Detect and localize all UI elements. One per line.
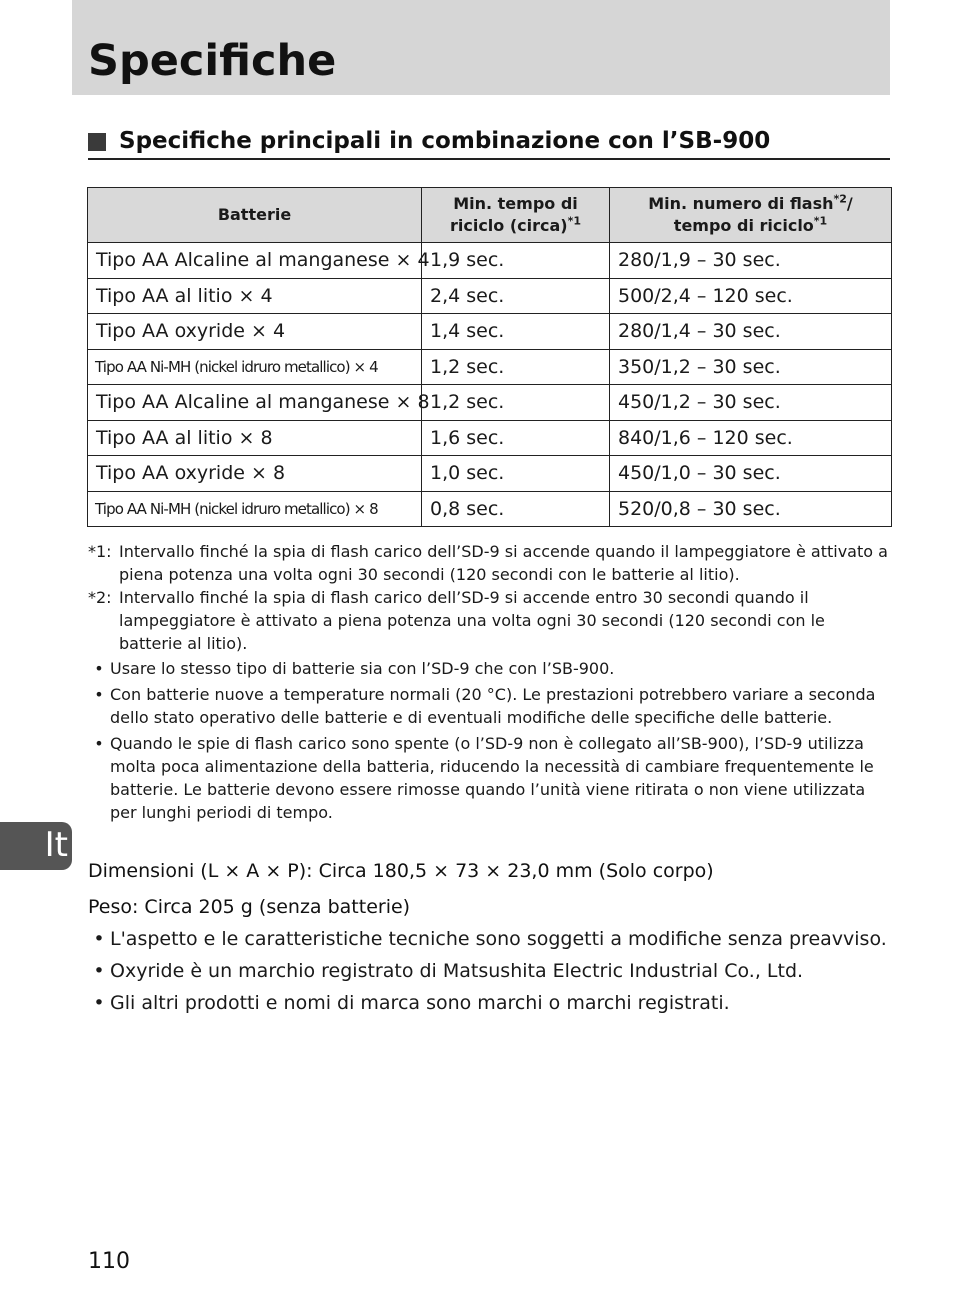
footnote-text: Intervallo finché la spia di flash carico dell’SD-9 si accende entro 30 secondi quando il lampeggiatore è attivato a piena potenza una volta ogni 30 secondi (120 secondi con le batterie al litio).	[119, 588, 825, 653]
legal-note-text: Gli altri prodotti e nomi di marca sono marchi o marchi registrati.	[110, 992, 730, 1014]
header-batterie: Batterie	[88, 188, 422, 243]
note-text: Con batterie nuove a temperature normali (20 °C). Le prestazioni potrebbero variare a seconda dello stato operativo delle batterie e di eventuali modifiche delle specifiche delle batterie.	[110, 685, 876, 727]
square-bullet-icon	[88, 133, 106, 151]
flashes-cell: 280/1,4 – 30 sec.	[610, 314, 892, 350]
time-cell: 1,9 sec.	[422, 243, 610, 279]
footnote-text: Intervallo finché la spia di flash carico dell’SD-9 si accende quando il lampeggiatore è attivato a piena potenza una volta ogni 30 secondi (120 secondi con le batterie al litio).	[119, 542, 888, 584]
bullet-icon: •	[93, 960, 105, 982]
legal-note-item	[88, 990, 888, 1016]
physical-specs	[88, 858, 888, 930]
battery-cell: Tipo AA Ni-MH (nickel idruro metallico) × 4	[88, 349, 422, 385]
weight: Peso: Circa 205 g (senza batterie)	[88, 896, 411, 918]
table-row	[88, 243, 892, 279]
bullet-icon: •	[94, 734, 104, 753]
dimensions: Dimensioni (L × A × P): Circa 180,5 × 73 × 23,0 mm (Solo corpo)	[88, 860, 714, 882]
note-item	[88, 657, 888, 680]
battery-cell: Tipo AA Alcaline al manganese × 8	[88, 385, 422, 421]
legal-notes	[88, 926, 888, 1022]
time-cell: 0,8 sec.	[422, 491, 610, 527]
legal-note-item	[88, 926, 888, 952]
footnote-mark: *2:	[88, 588, 112, 607]
table-row	[88, 349, 892, 385]
flashes-cell: 500/2,4 – 120 sec.	[610, 278, 892, 314]
bullet-icon: •	[93, 992, 105, 1014]
legal-note-text: Oxyride è un marchio registrato di Matsushita Electric Industrial Co., Ltd.	[110, 960, 804, 982]
footnote-1	[88, 540, 888, 586]
table-row	[88, 314, 892, 350]
battery-cell: Tipo AA oxyride × 8	[88, 456, 422, 492]
footnotes	[88, 540, 888, 827]
language-tab-label: It	[44, 825, 68, 865]
battery-cell: Tipo AA oxyride × 4	[88, 314, 422, 350]
time-cell: 1,4 sec.	[422, 314, 610, 350]
header-flash-count: Min. numero di flash$^{*2}$/ tempo di riciclo$^{*1}$	[610, 188, 892, 243]
note-text: Usare lo stesso tipo di batterie sia con l’SD-9 che con l’SB-900.	[110, 659, 615, 678]
time-cell: 1,2 sec.	[422, 349, 610, 385]
battery-notes	[88, 657, 888, 824]
bullet-icon: •	[94, 659, 104, 678]
section-title: Specifiche principali in combinazione con l’SB-900	[119, 128, 771, 154]
flashes-cell: 350/1,2 – 30 sec.	[610, 349, 892, 385]
table-row	[88, 278, 892, 314]
note-text: Quando le spie di flash carico sono spente (o l’SD-9 non è collegato all’SB-900), l’SD-9 utilizza molta poca alimentazione della batteria, riducendo la necessità di cambiare frequentemente le batterie. Le batterie devono essere rimosse quando l’unità viene ritirata o non viene utilizzata per lunghi periodi di tempo.	[110, 734, 874, 822]
battery-spec-table	[87, 187, 892, 527]
table-header-row	[88, 188, 892, 243]
note-item	[88, 732, 888, 824]
flashes-cell: 450/1,2 – 30 sec.	[610, 385, 892, 421]
flashes-cell: 520/0,8 – 30 sec.	[610, 491, 892, 527]
table-row	[88, 420, 892, 456]
section-heading	[88, 124, 890, 160]
time-cell: 1,0 sec.	[422, 456, 610, 492]
battery-cell: Tipo AA al litio × 8	[88, 420, 422, 456]
header-recycle-time: Min. tempo di riciclo (circa)$^{*1}$	[422, 188, 610, 243]
time-cell: 1,6 sec.	[422, 420, 610, 456]
page-number: 110	[88, 1249, 130, 1274]
legal-note-text: L'aspetto e le caratteristiche tecniche sono soggetti a modifiche senza preavviso.	[110, 928, 887, 950]
time-cell: 2,4 sec.	[422, 278, 610, 314]
footnote-mark: *1:	[88, 542, 112, 561]
time-cell: 1,2 sec.	[422, 385, 610, 421]
battery-cell: Tipo AA Alcaline al manganese × 4	[88, 243, 422, 279]
language-tab	[0, 822, 72, 870]
flashes-cell: 840/1,6 – 120 sec.	[610, 420, 892, 456]
title-band	[72, 0, 890, 95]
bullet-icon: •	[94, 685, 104, 704]
battery-cell: Tipo AA Ni-MH (nickel idruro metallico) × 8	[88, 491, 422, 527]
legal-note-item	[88, 958, 888, 984]
page-title: Specifiche	[88, 36, 337, 86]
note-item	[88, 683, 888, 729]
flashes-cell: 450/1,0 – 30 sec.	[610, 456, 892, 492]
flashes-cell: 280/1,9 – 30 sec.	[610, 243, 892, 279]
table-row	[88, 491, 892, 527]
bullet-icon: •	[93, 928, 105, 950]
table-row	[88, 385, 892, 421]
footnote-2	[88, 586, 888, 655]
table-row	[88, 456, 892, 492]
battery-cell: Tipo AA al litio × 4	[88, 278, 422, 314]
